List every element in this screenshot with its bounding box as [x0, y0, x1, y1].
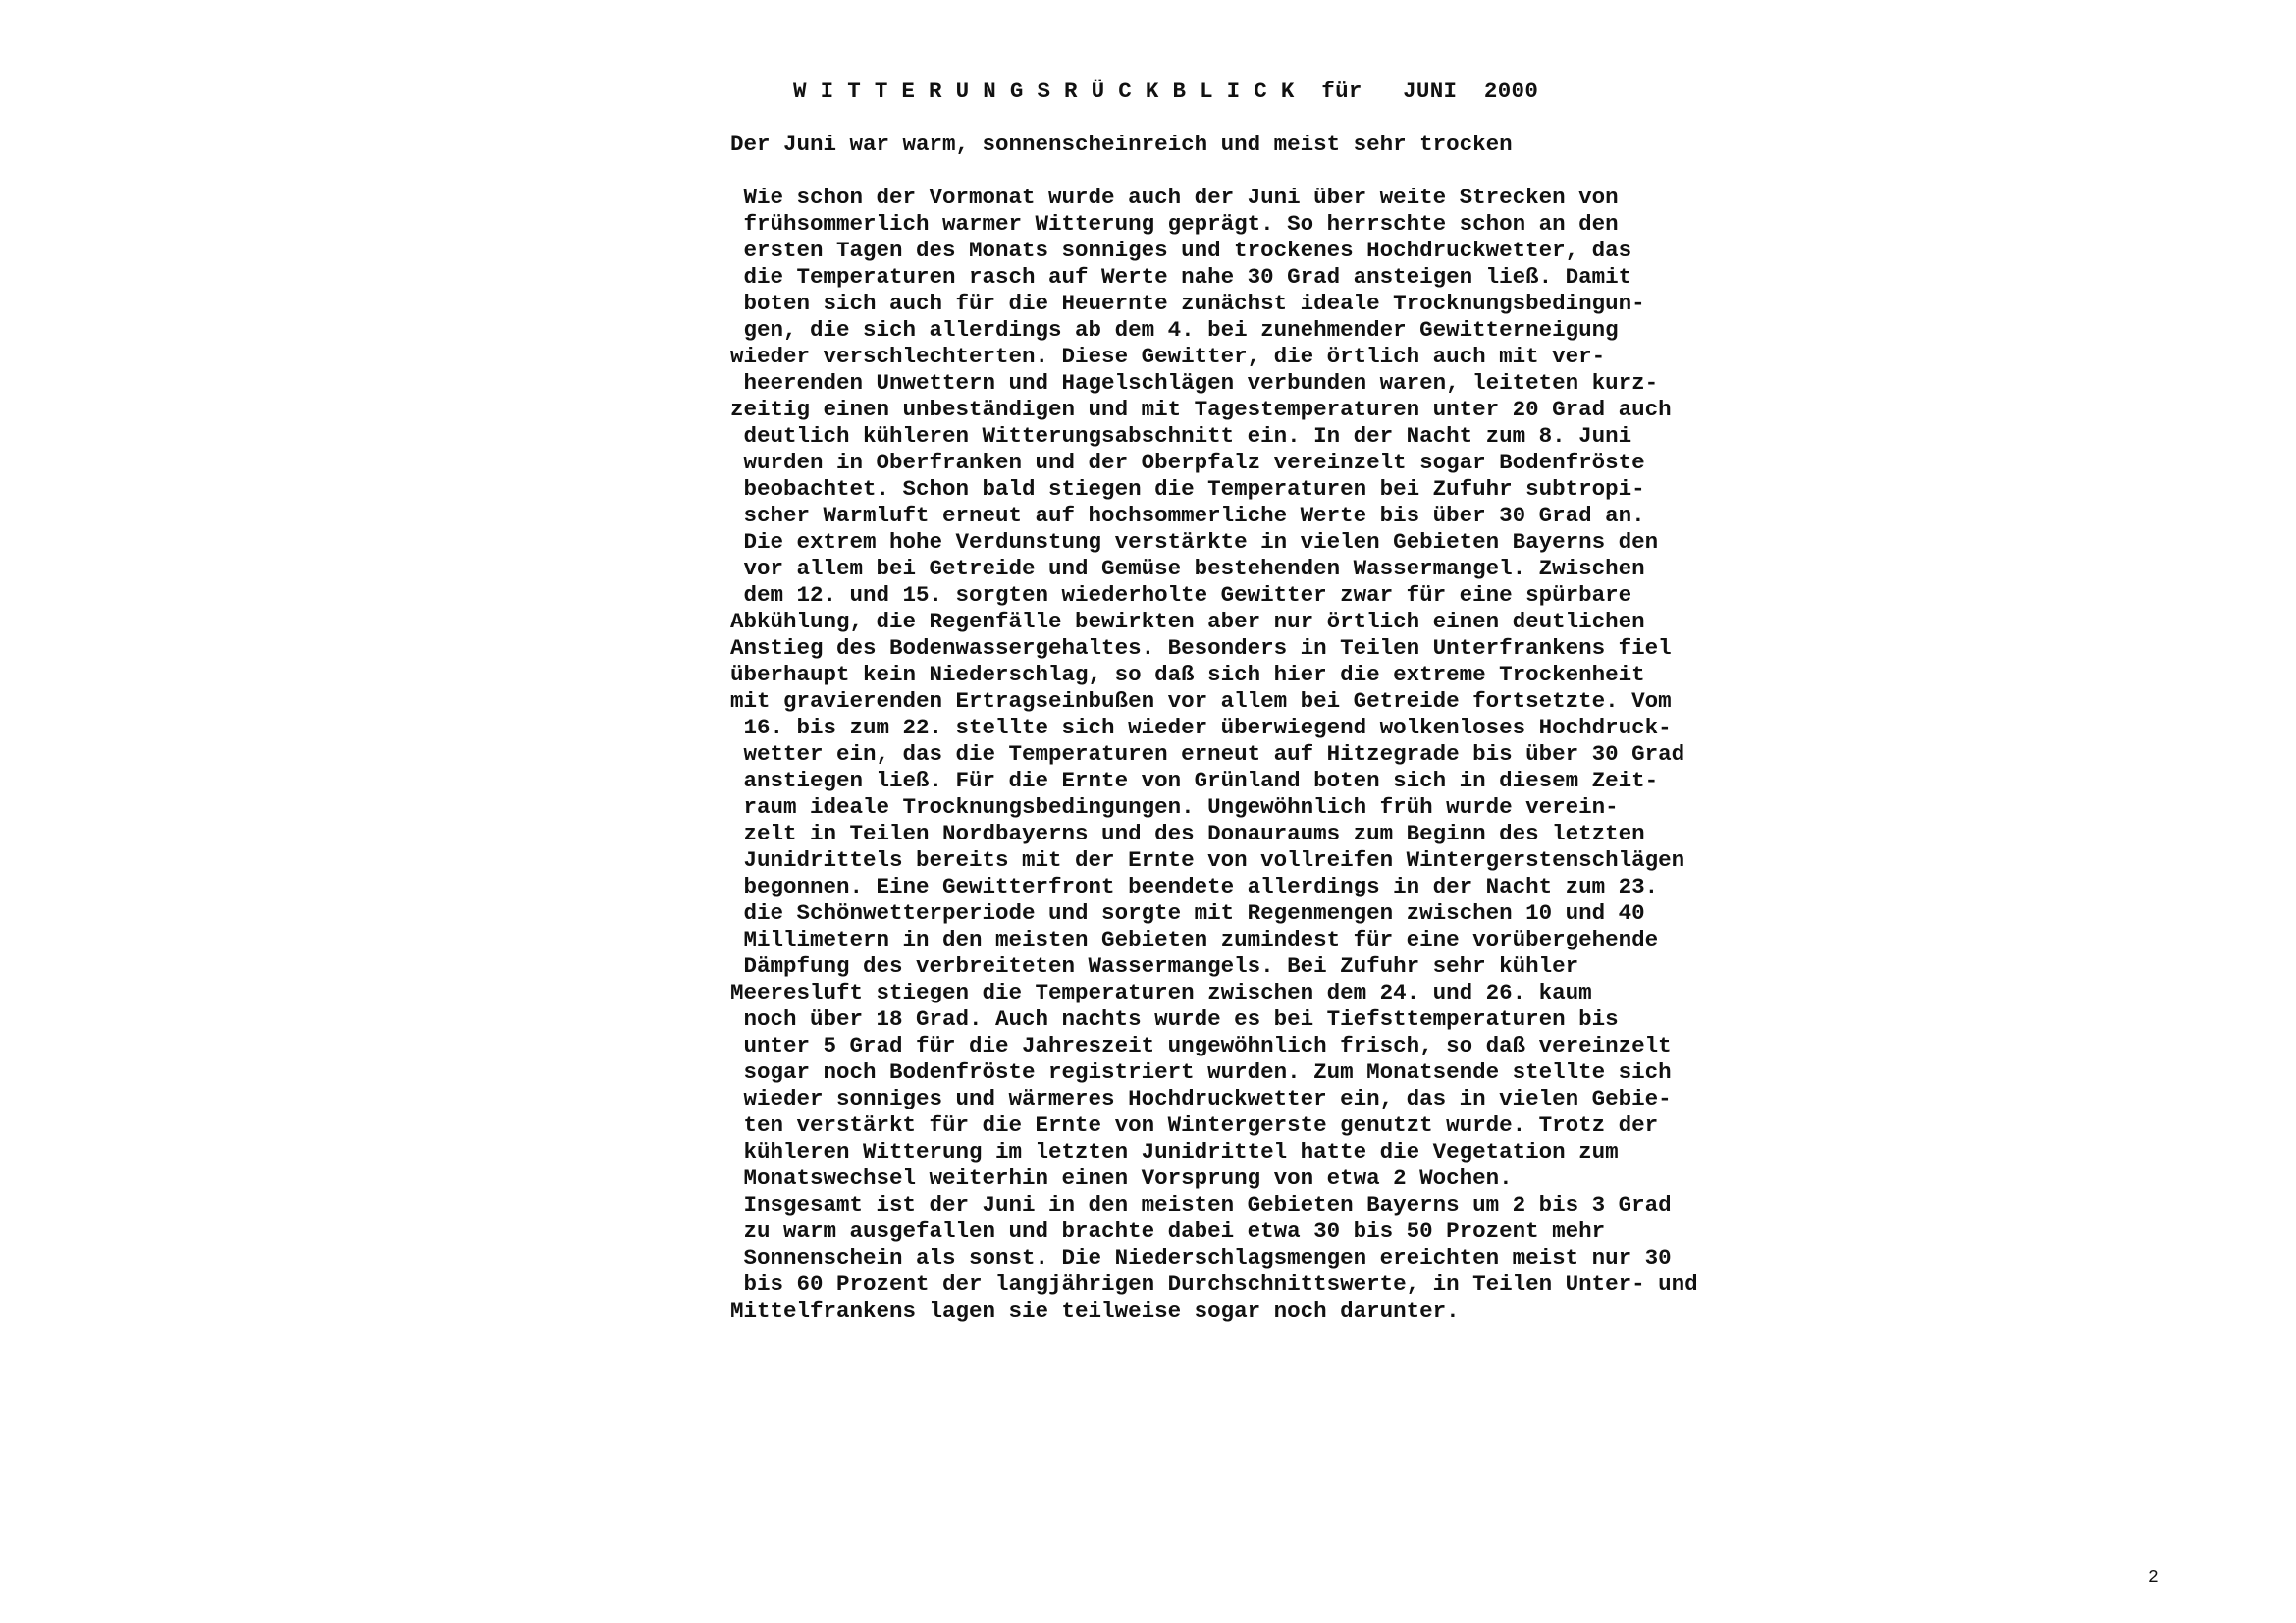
body-text-line: gen, die sich allerdings ab dem 4. bei zunehmender Gewitterneigung — [730, 317, 1619, 343]
body-text-line: mit gravierenden Ertragseinbußen vor allem bei Getreide fortsetzte. Vom — [730, 688, 1672, 714]
body-text-line: die Schönwetterperiode und sorgte mit Regenmengen zwischen 10 und 40 — [730, 900, 1645, 926]
body-text-line: Wie schon der Vormonat wurde auch der Juni über weite Strecken von — [730, 185, 1619, 210]
body-text-line: die Temperaturen rasch auf Werte nahe 30 Grad ansteigen ließ. Damit — [730, 264, 1632, 290]
document-subtitle: Der Juni war warm, sonnenscheinreich und meist sehr trocken — [730, 132, 1513, 157]
body-text-line: Millimetern in den meisten Gebieten zumindest für eine vorübergehende — [730, 927, 1659, 952]
body-text-line: Insgesamt ist der Juni in den meisten Gebieten Bayerns um 2 bis 3 Grad — [730, 1192, 1672, 1217]
body-text-line: Dämpfung des verbreiteten Wassermangels. Bei Zufuhr sehr kühler — [730, 953, 1579, 979]
body-text-line: deutlich kühleren Witterungsabschnitt ein. In der Nacht zum 8. Juni — [730, 423, 1632, 449]
body-text-line: Monatswechsel weiterhin einen Vorsprung von etwa 2 Wochen. — [730, 1165, 1513, 1191]
body-text-line: Mittelfrankens lagen sie teilweise sogar noch darunter. — [730, 1298, 1460, 1324]
body-text-line: Junidrittels bereits mit der Ernte von vollreifen Wintergerstenschlägen — [730, 847, 1685, 873]
body-text-line: beobachtet. Schon bald stiegen die Temperaturen bei Zufuhr subtropi- — [730, 476, 1645, 502]
body-text-line: sogar noch Bodenfröste registriert wurden. Zum Monatsende stellte sich — [730, 1059, 1672, 1085]
body-text-line: unter 5 Grad für die Jahreszeit ungewöhnlich frisch, so daß vereinzelt — [730, 1033, 1672, 1058]
page-number: 2 — [2148, 1568, 2159, 1588]
body-text-line: dem 12. und 15. sorgten wiederholte Gewitter zwar für eine spürbare — [730, 582, 1632, 608]
body-text-line: zu warm ausgefallen und brachte dabei etwa 30 bis 50 Prozent mehr — [730, 1218, 1606, 1244]
body-text-line: begonnen. Eine Gewitterfront beendete allerdings in der Nacht zum 23. — [730, 874, 1659, 899]
body-text-line: zelt in Teilen Nordbayerns und des Donauraums zum Beginn des letzten — [730, 821, 1645, 846]
body-text-line: Sonnenschein als sonst. Die Niederschlagsmengen ereichten meist nur 30 — [730, 1245, 1672, 1271]
body-text-line: scher Warmluft erneut auf hochsommerliche Werte bis über 30 Grad an. — [730, 503, 1645, 528]
body-text-line: Abkühlung, die Regenfälle bewirkten aber nur örtlich einen deutlichen — [730, 609, 1645, 634]
body-text-line: ersten Tagen des Monats sonniges und trockenes Hochdruckwetter, das — [730, 238, 1632, 263]
body-text-line: ten verstärkt für die Ernte von Wintergerste genutzt wurde. Trotz der — [730, 1112, 1659, 1138]
body-text-line: heerenden Unwettern und Hagelschlägen verbunden waren, leiteten kurz- — [730, 370, 1659, 396]
body-text-line: kühleren Witterung im letzten Junidrittel hatte die Vegetation zum — [730, 1139, 1619, 1164]
body-text-line: noch über 18 Grad. Auch nachts wurde es bei Tiefsttemperaturen bis — [730, 1006, 1619, 1032]
body-text-line: bis 60 Prozent der langjährigen Durchschnittswerte, in Teilen Unter- und — [730, 1271, 1698, 1297]
body-text-line: 16. bis zum 22. stellte sich wieder überwiegend wolkenloses Hochdruck- — [730, 715, 1672, 740]
body-text-line: frühsommerlich warmer Witterung geprägt. So herrschte schon an den — [730, 211, 1619, 237]
body-text-line: überhaupt kein Niederschlag, so daß sich hier die extreme Trockenheit — [730, 662, 1645, 687]
body-text-line: wieder sonniges und wärmeres Hochdruckwetter ein, das in vielen Gebie- — [730, 1086, 1672, 1111]
body-text-line: zeitig einen unbeständigen und mit Tagestemperaturen unter 20 Grad auch — [730, 397, 1672, 422]
body-text-line: boten sich auch für die Heuernte zunächst ideale Trocknungsbedingun- — [730, 291, 1645, 316]
body-text-line: Die extrem hohe Verdunstung verstärkte in vielen Gebieten Bayerns den — [730, 529, 1659, 555]
body-text-line: wurden in Oberfranken und der Oberpfalz vereinzelt sogar Bodenfröste — [730, 450, 1645, 475]
body-text-line: anstiegen ließ. Für die Ernte von Grünland boten sich in diesem Zeit- — [730, 768, 1659, 793]
body-text-line: Meeresluft stiegen die Temperaturen zwischen dem 24. und 26. kaum — [730, 980, 1592, 1005]
document-body — [730, 185, 1698, 1325]
body-text-line: vor allem bei Getreide und Gemüse bestehenden Wassermangel. Zwischen — [730, 556, 1645, 581]
document-title: W I T T E R U N G S R Ü C K B L I C K für JUNI 2000 — [793, 79, 1539, 104]
body-text-line: wieder verschlechterten. Diese Gewitter, die örtlich auch mit ver- — [730, 344, 1606, 369]
body-text-line: raum ideale Trocknungsbedingungen. Ungewöhnlich früh wurde verein- — [730, 794, 1619, 820]
body-text-line: wetter ein, das die Temperaturen erneut auf Hitzegrade bis über 30 Grad — [730, 741, 1685, 767]
body-text-line: Anstieg des Bodenwassergehaltes. Besonders in Teilen Unterfrankens fiel — [730, 635, 1672, 661]
